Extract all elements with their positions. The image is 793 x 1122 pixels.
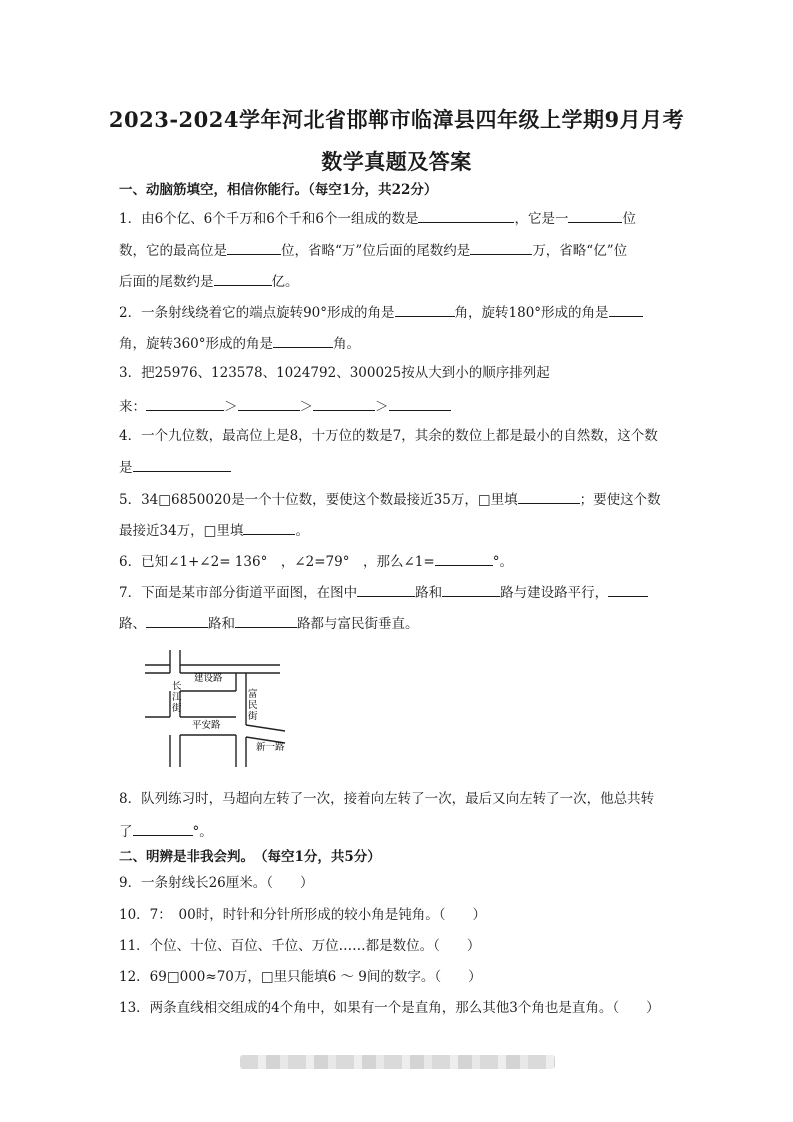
answer-blank[interactable]	[235, 613, 297, 628]
map-label-changjiang-3: 街	[172, 703, 182, 714]
q1-text-b: ，它是一	[514, 211, 569, 227]
answer-blank[interactable]	[227, 240, 281, 255]
answer-blank[interactable]	[470, 240, 532, 255]
answer-blank[interactable]	[389, 396, 451, 411]
question-12: 12．69□000≈70万，□里只能填6 ～ 9间的数字。（ ）	[119, 969, 482, 985]
q7-text-d: 路、	[119, 616, 146, 632]
answer-blank[interactable]	[273, 333, 333, 348]
q8-text-c: °。	[192, 824, 213, 840]
question-3-line-1: 3．把25976、123578、1024792、300025按从大到小的顺序排列起	[119, 365, 550, 381]
answer-blank[interactable]	[435, 551, 493, 566]
answer-blank[interactable]	[133, 821, 193, 836]
question-13: 13．两条直线相交组成的4个角中，如果有一个是直角，那么其他3个角也是直角。（ ）	[119, 1000, 660, 1016]
section-1-heading: 一、动脑筋填空，相信你能行。（每空1分，共22分）	[119, 182, 438, 198]
q7-text-f: 路都与富民街垂直。	[297, 616, 419, 632]
question-7-line-2	[119, 613, 419, 633]
question-4-line-1: 4．一个九位数，最高位上是8，十万位的数是7，其余的数位上都是最小的自然数，这个数	[119, 428, 658, 444]
q2-text-d: 角。	[333, 336, 361, 352]
answer-blank[interactable]	[518, 489, 580, 504]
page-title: 2023-2024学年河北省邯郸市临漳县四年级上学期9月月考	[108, 107, 685, 132]
q6-text-b: °。	[492, 554, 513, 570]
q5-text-a: 5．34□6850020是一个十位数，要使这个数最接近35万，□里填	[119, 492, 518, 508]
answer-blank[interactable]	[238, 396, 300, 411]
map-label-changjiang-2: 江	[172, 692, 182, 703]
q1-text-h: 亿。	[271, 274, 299, 290]
map-label-jianshe-road: 建设路	[194, 673, 223, 684]
map-label-fumin-3: 街	[248, 711, 258, 722]
q1-text-a: 1．由6个亿、6个千万和6个千和6个一组成的数是	[119, 211, 419, 227]
question-1-line-3	[119, 271, 299, 291]
answer-blank[interactable]	[357, 582, 415, 597]
answer-blank[interactable]	[608, 582, 648, 597]
question-1-line-1	[119, 208, 636, 228]
q1-text-f: 万，省略“亿”位	[532, 243, 628, 259]
q7-text-b: 路和	[415, 585, 443, 601]
answer-blank[interactable]	[133, 457, 231, 472]
question-3-line-2	[119, 396, 451, 416]
q3-text-b: 来：	[119, 399, 146, 415]
map-label-fumin-2: 民	[248, 700, 258, 711]
answer-blank[interactable]	[418, 208, 514, 223]
answer-blank[interactable]	[146, 613, 208, 628]
answer-blank[interactable]	[568, 208, 622, 223]
answer-blank[interactable]	[146, 396, 224, 411]
q1-text-g: 后面的尾数约是	[119, 274, 214, 290]
q7-text-e: 路和	[208, 616, 235, 632]
answer-blank[interactable]	[243, 520, 295, 535]
answer-blank[interactable]	[313, 396, 375, 411]
map-label-changjiang-1: 长	[172, 681, 182, 692]
q1-text-d: 数，它的最高位是	[119, 243, 227, 259]
question-2-line-1	[119, 302, 643, 322]
q6-text-a: 6．已知∠1+∠2= 136° ，∠2=79° ，那么∠1=	[119, 554, 435, 570]
greater-than-sign: ＞	[375, 399, 389, 415]
q5-text-d: 。	[295, 523, 309, 539]
question-5-line-2	[119, 520, 309, 540]
q4-text-b: 是	[119, 460, 133, 476]
q1-text-c: 位	[622, 211, 636, 227]
question-6	[119, 551, 513, 571]
question-8-line-1: 8．队列练习时，马超向左转了一次，接着向左转了一次，最后又向左转了一次，他总共转	[119, 791, 655, 807]
q7-text-a: 7．下面是某市部分街道平面图，在图中	[119, 585, 358, 601]
q2-text-b: 角，旋转180°形成的角是	[454, 305, 609, 321]
map-label-fumin-1: 富	[248, 689, 258, 700]
question-7-line-1	[119, 582, 648, 602]
question-8-line-2	[119, 821, 213, 841]
question-1-line-2	[119, 240, 627, 260]
answer-blank[interactable]	[214, 271, 272, 286]
map-label-xinyi-road: 新一路	[256, 742, 285, 753]
q5-text-c: 最接近34万，□里填	[119, 523, 244, 539]
map-label-pingan-road: 平安路	[192, 720, 221, 731]
blurred-footer	[240, 1055, 555, 1069]
answer-blank[interactable]	[609, 302, 643, 317]
q5-text-b: ；要使这个数	[579, 492, 661, 508]
q2-text-c: 角，旋转360°形成的角是	[119, 336, 274, 352]
question-4-line-2	[119, 457, 231, 477]
question-5-line-1	[119, 489, 661, 509]
q2-text-a: 2．一条射线绕着它的端点旋转90°形成的角是	[119, 305, 395, 321]
q8-text-b: 了	[119, 824, 133, 840]
question-11: 11．个位、十位、百位、千位、万位……都是数位。（ ）	[119, 938, 481, 954]
answer-blank[interactable]	[395, 302, 455, 317]
q1-text-e: 位，省略“万”位后面的尾数约是	[281, 243, 471, 259]
question-2-line-2	[119, 333, 360, 353]
section-2-heading: 二、明辨是非我会判。 （每空1分，共5分）	[119, 849, 381, 865]
greater-than-sign: ＞	[224, 399, 238, 415]
answer-blank[interactable]	[442, 582, 500, 597]
street-map-diagram	[140, 645, 290, 770]
question-9: 9．一条射线长26厘米。（ ）	[119, 875, 314, 891]
page-subtitle: 数学真题及答案	[321, 149, 472, 174]
q7-text-c: 路与建设路平行，	[500, 585, 609, 601]
greater-than-sign: ＞	[299, 399, 313, 415]
question-10: 10．7： 00时，时针和分针所形成的较小角是钝角。（ ）	[119, 907, 486, 923]
